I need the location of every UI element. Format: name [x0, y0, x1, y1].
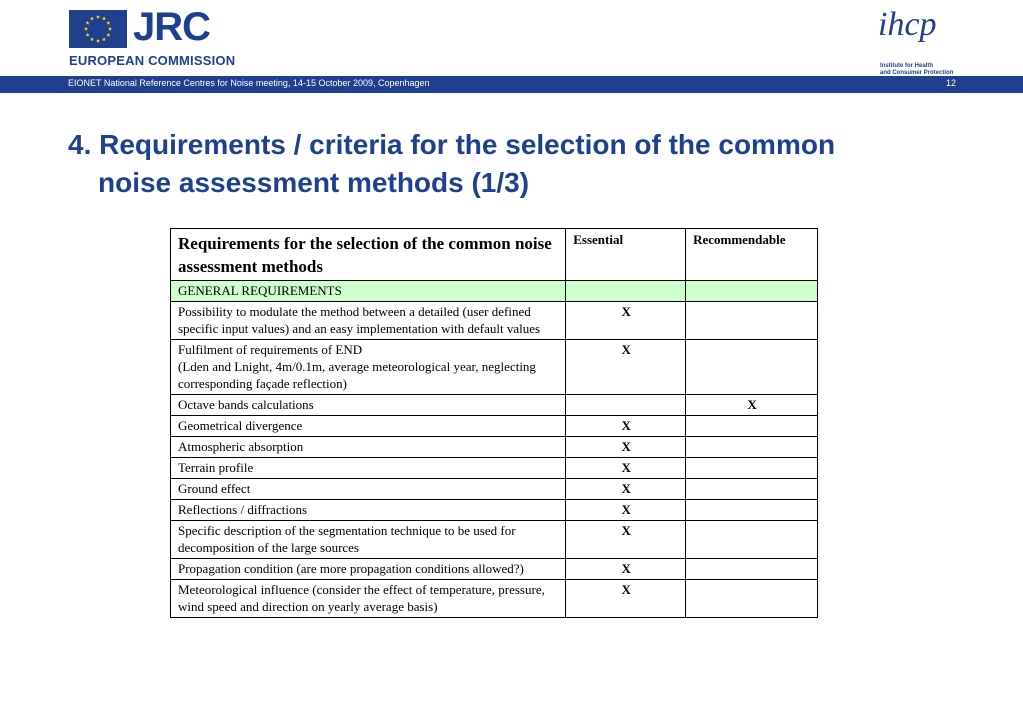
eu-flag-logo: [69, 10, 127, 48]
ihcp-logo-mark: ihcp: [878, 6, 937, 43]
table-row: [171, 416, 818, 437]
requirement-cell: Ground effect: [171, 479, 566, 500]
essential-cell: X: [566, 521, 686, 559]
recommendable-cell: X: [686, 395, 818, 416]
recommendable-cell: [686, 500, 818, 521]
header-banner: [0, 76, 1023, 93]
page-number: 12: [945, 78, 956, 88]
essential-cell: X: [566, 437, 686, 458]
recommendable-cell: [686, 302, 818, 340]
essential-cell: X: [566, 559, 686, 580]
requirement-text-line: (Lden and Lnight, 4m/0.1m, average meteorological year, neglecting corresponding façade reflection): [178, 359, 536, 391]
ihcp-subtitle-line2: and Consumer Protection: [880, 70, 954, 76]
eu-star-icon: [96, 39, 100, 43]
slide-title-line1: 4. Requirements / criteria for the selection of the common: [68, 129, 836, 160]
eu-star-icon: [86, 33, 90, 37]
table-row: [171, 340, 818, 395]
eu-stars-icon: [69, 10, 127, 48]
eu-star-icon: [106, 21, 110, 25]
requirement-cell: Reflections / diffractions: [171, 500, 566, 521]
column-header-recommendable: Recommendable: [686, 229, 818, 281]
eu-star-icon: [106, 33, 110, 37]
eu-star-icon: [90, 16, 94, 20]
requirement-cell: Specific description of the segmentation technique to be used for decomposition of the large sources: [171, 521, 566, 559]
requirement-cell: Propagation condition (are more propagation conditions allowed?): [171, 559, 566, 580]
table-row: [171, 559, 818, 580]
essential-cell: X: [566, 500, 686, 521]
eu-star-icon: [90, 37, 94, 41]
requirement-text-line: Fulfilment of requirements of END: [178, 342, 363, 357]
table-row: [171, 302, 818, 340]
requirement-cell: Terrain profile: [171, 458, 566, 479]
jrc-logo-text: JRC: [133, 5, 211, 49]
eu-star-icon: [86, 21, 90, 25]
recommendable-cell: [686, 281, 818, 302]
requirement-cell: Possibility to modulate the method between a detailed (user defined specific input values) and an easy implementation with default values: [171, 302, 566, 340]
eu-star-icon: [102, 37, 106, 41]
recommendable-cell: [686, 559, 818, 580]
table-row: [171, 580, 818, 618]
requirement-cell: [171, 340, 566, 395]
essential-cell: [566, 281, 686, 302]
table-row: [171, 437, 818, 458]
essential-cell: X: [566, 479, 686, 500]
eu-star-icon: [108, 27, 112, 31]
essential-cell: X: [566, 302, 686, 340]
essential-cell: [566, 395, 686, 416]
requirement-cell: Geometrical divergence: [171, 416, 566, 437]
requirement-cell: Octave bands calculations: [171, 395, 566, 416]
requirement-cell: Atmospheric absorption: [171, 437, 566, 458]
table-row: [171, 521, 818, 559]
recommendable-cell: [686, 437, 818, 458]
essential-cell: X: [566, 580, 686, 618]
recommendable-cell: [686, 580, 818, 618]
requirements-table: [170, 228, 818, 618]
recommendable-cell: [686, 521, 818, 559]
ihcp-subtitle-line1: Institute for Health: [880, 63, 934, 69]
table-header-row: [171, 229, 818, 281]
slide-title-line2: noise assessment methods (1/3): [98, 167, 530, 198]
ihcp-logo: [870, 5, 970, 75]
banner-meeting-text: EIONET National Reference Centres for Noise meeting, 14-15 October 2009, Copenhagen: [68, 78, 430, 88]
requirement-cell: GENERAL REQUIREMENTS: [171, 281, 566, 302]
table-row: [171, 500, 818, 521]
column-header-requirements: Requirements for the selection of the common noise assessment methods: [171, 229, 566, 281]
table-row: [171, 479, 818, 500]
slide-title: [68, 126, 968, 202]
table-row: [171, 458, 818, 479]
recommendable-cell: [686, 340, 818, 395]
requirement-cell: Meteorological influence (consider the effect of temperature, pressure, wind speed and direction on yearly average basis): [171, 580, 566, 618]
general-requirements-row: [171, 281, 818, 302]
eu-star-icon: [84, 27, 88, 31]
column-header-essential: Essential: [566, 229, 686, 281]
recommendable-cell: [686, 458, 818, 479]
essential-cell: X: [566, 458, 686, 479]
eu-star-icon: [96, 15, 100, 19]
european-commission-text: EUROPEAN COMMISSION: [69, 53, 236, 68]
essential-cell: X: [566, 340, 686, 395]
eu-star-icon: [102, 16, 106, 20]
table-row: [171, 395, 818, 416]
recommendable-cell: [686, 479, 818, 500]
essential-cell: X: [566, 416, 686, 437]
recommendable-cell: [686, 416, 818, 437]
